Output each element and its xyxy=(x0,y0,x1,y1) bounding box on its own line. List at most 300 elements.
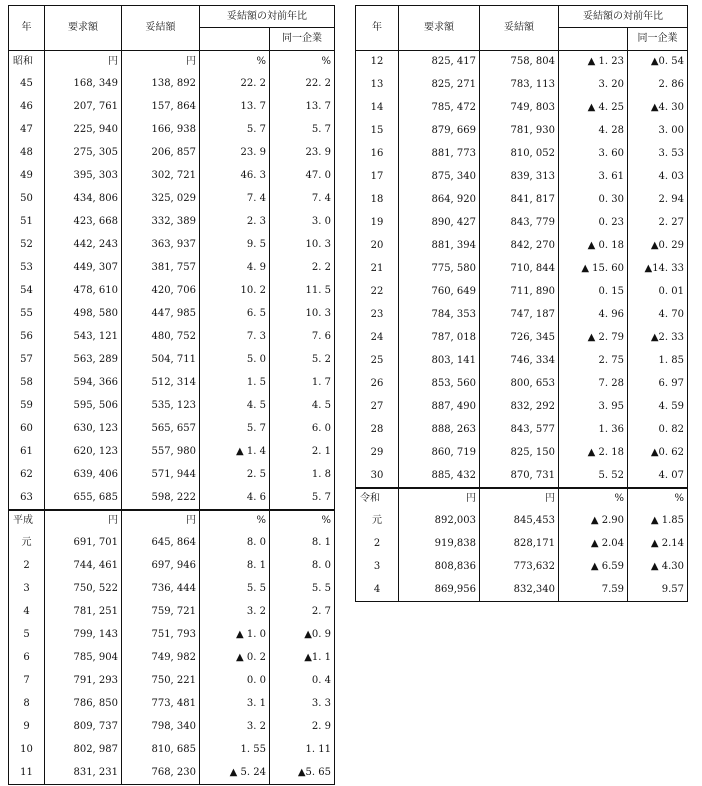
wage-table-left xyxy=(8,5,335,785)
same-company-ratio-cell: 23. 9 xyxy=(270,142,335,165)
same-company-ratio-cell: 4. 07 xyxy=(628,465,688,488)
table-row xyxy=(356,350,688,373)
settled-amount-cell: 710, 844 xyxy=(480,258,559,281)
unit-label: % xyxy=(200,51,270,73)
yoy-ratio-cell: 3. 2 xyxy=(200,716,270,739)
same-company-ratio-cell: 3. 00 xyxy=(628,120,688,143)
settled-amount-cell: 420, 706 xyxy=(122,280,200,303)
year-cell: 18 xyxy=(356,189,399,212)
yoy-ratio-cell: 0. 30 xyxy=(559,189,628,212)
yoy-ratio-cell: 4. 5 xyxy=(200,395,270,418)
settled-amount-cell: 571, 944 xyxy=(122,464,200,487)
year-cell: 19 xyxy=(356,212,399,235)
same-company-ratio-cell: ▲0. 54 xyxy=(628,51,688,74)
year-cell: 14 xyxy=(356,97,399,120)
era-unit-row xyxy=(9,51,335,73)
same-company-ratio-cell: 5. 2 xyxy=(270,349,335,372)
unit-label: 円 xyxy=(399,488,480,510)
era-label: 昭和 xyxy=(9,51,45,73)
settled-amount-cell: 768, 230 xyxy=(122,762,200,785)
table-row xyxy=(9,73,335,96)
header-year: 年 xyxy=(356,6,399,51)
yoy-ratio-cell: 7. 4 xyxy=(200,188,270,211)
era-unit-row xyxy=(9,510,335,532)
year-cell: 13 xyxy=(356,74,399,97)
yoy-ratio-cell: 1. 55 xyxy=(200,739,270,762)
table-row xyxy=(9,601,335,624)
table-row xyxy=(356,533,688,556)
request-amount-cell: 881, 394 xyxy=(399,235,480,258)
same-company-ratio-cell: ▲5. 65 xyxy=(270,762,335,785)
yoy-ratio-cell: 3. 95 xyxy=(559,396,628,419)
same-company-ratio-cell: ▲ 2.14 xyxy=(628,533,688,556)
same-company-ratio-cell: ▲ 1.85 xyxy=(628,510,688,533)
settled-amount-cell: 302, 721 xyxy=(122,165,200,188)
table-row xyxy=(9,188,335,211)
settled-amount-cell: 781, 930 xyxy=(480,120,559,143)
settled-amount-cell: 845,453 xyxy=(480,510,559,533)
yoy-ratio-cell: ▲ 15. 60 xyxy=(559,258,628,281)
settled-amount-cell: 870, 731 xyxy=(480,465,559,488)
table-row xyxy=(356,556,688,579)
year-cell: 9 xyxy=(9,716,45,739)
yoy-ratio-cell: 3. 60 xyxy=(559,143,628,166)
same-company-ratio-cell: 22. 2 xyxy=(270,73,335,96)
request-amount-cell: 809, 737 xyxy=(45,716,122,739)
same-company-ratio-cell: ▲2. 33 xyxy=(628,327,688,350)
header-yoy-ratio: 妥結額の対前年比 xyxy=(559,6,688,28)
settled-amount-cell: 810, 685 xyxy=(122,739,200,762)
settled-amount-cell: 565, 657 xyxy=(122,418,200,441)
table-row xyxy=(356,419,688,442)
settled-amount-cell: 332, 389 xyxy=(122,211,200,234)
unit-label: % xyxy=(628,488,688,510)
request-amount-cell: 892,003 xyxy=(399,510,480,533)
table-row xyxy=(356,442,688,465)
same-company-ratio-cell: 47. 0 xyxy=(270,165,335,188)
same-company-ratio-cell: 2. 27 xyxy=(628,212,688,235)
unit-label: 円 xyxy=(122,510,200,532)
table-row xyxy=(9,670,335,693)
same-company-ratio-cell: 3. 0 xyxy=(270,211,335,234)
yoy-ratio-cell: 13. 7 xyxy=(200,96,270,119)
header-yoy-blank xyxy=(559,28,628,51)
same-company-ratio-cell: 7. 4 xyxy=(270,188,335,211)
settled-amount-cell: 783, 113 xyxy=(480,74,559,97)
table-row xyxy=(9,418,335,441)
yoy-ratio-cell: 4. 96 xyxy=(559,304,628,327)
request-amount-cell: 207, 761 xyxy=(45,96,122,119)
table-row xyxy=(356,166,688,189)
request-amount-cell: 803, 141 xyxy=(399,350,480,373)
same-company-ratio-cell: 4. 70 xyxy=(628,304,688,327)
settled-amount-cell: 157, 864 xyxy=(122,96,200,119)
settled-amount-cell: 381, 757 xyxy=(122,257,200,280)
year-cell: 58 xyxy=(9,372,45,395)
yoy-ratio-cell: 1. 36 xyxy=(559,419,628,442)
request-amount-cell: 423, 668 xyxy=(45,211,122,234)
request-amount-cell: 888, 263 xyxy=(399,419,480,442)
year-cell: 48 xyxy=(9,142,45,165)
yoy-ratio-cell: ▲ 2.90 xyxy=(559,510,628,533)
table-row xyxy=(356,51,688,74)
request-amount-cell: 802, 987 xyxy=(45,739,122,762)
request-amount-cell: 785, 472 xyxy=(399,97,480,120)
yoy-ratio-cell: 5. 52 xyxy=(559,465,628,488)
request-amount-cell: 885, 432 xyxy=(399,465,480,488)
year-cell: 56 xyxy=(9,326,45,349)
year-cell: 57 xyxy=(9,349,45,372)
request-amount-cell: 434, 806 xyxy=(45,188,122,211)
settled-amount-cell: 810, 052 xyxy=(480,143,559,166)
request-amount-cell: 744, 461 xyxy=(45,555,122,578)
year-cell: 3 xyxy=(356,556,399,579)
table-row xyxy=(356,189,688,212)
unit-label: 円 xyxy=(122,51,200,73)
table-row xyxy=(356,143,688,166)
settled-amount-cell: 138, 892 xyxy=(122,73,200,96)
settled-amount-cell: 512, 314 xyxy=(122,372,200,395)
table-row xyxy=(9,303,335,326)
year-cell: 4 xyxy=(9,601,45,624)
table-row xyxy=(9,326,335,349)
yoy-ratio-cell: 7. 28 xyxy=(559,373,628,396)
yoy-ratio-cell: 0. 23 xyxy=(559,212,628,235)
table-row xyxy=(9,647,335,670)
request-amount-cell: 639, 406 xyxy=(45,464,122,487)
era-unit-row xyxy=(356,488,688,510)
yoy-ratio-cell: ▲ 0. 2 xyxy=(200,647,270,670)
settled-amount-cell: 747, 187 xyxy=(480,304,559,327)
request-amount-cell: 808,836 xyxy=(399,556,480,579)
year-cell: 53 xyxy=(9,257,45,280)
yoy-ratio-cell: ▲ 0. 18 xyxy=(559,235,628,258)
same-company-ratio-cell: 1. 7 xyxy=(270,372,335,395)
yoy-ratio-cell: 4. 9 xyxy=(200,257,270,280)
same-company-ratio-cell: 11. 5 xyxy=(270,280,335,303)
table-row xyxy=(356,120,688,143)
year-cell: 63 xyxy=(9,487,45,510)
settled-amount-cell: 447, 985 xyxy=(122,303,200,326)
same-company-ratio-cell: 1. 85 xyxy=(628,350,688,373)
yoy-ratio-cell: 3. 2 xyxy=(200,601,270,624)
settled-amount-cell: 759, 721 xyxy=(122,601,200,624)
yoy-ratio-cell: 2. 5 xyxy=(200,464,270,487)
settled-amount-cell: 697, 946 xyxy=(122,555,200,578)
same-company-ratio-cell: 3. 53 xyxy=(628,143,688,166)
table-body-left xyxy=(9,51,335,785)
table-row xyxy=(9,372,335,395)
same-company-ratio-cell: 13. 7 xyxy=(270,96,335,119)
yoy-ratio-cell: 0. 0 xyxy=(200,670,270,693)
same-company-ratio-cell: 7. 6 xyxy=(270,326,335,349)
same-company-ratio-cell: 2. 7 xyxy=(270,601,335,624)
settled-amount-cell: 480, 752 xyxy=(122,326,200,349)
same-company-ratio-cell: 10. 3 xyxy=(270,303,335,326)
settled-amount-cell: 800, 653 xyxy=(480,373,559,396)
yoy-ratio-cell: 5. 7 xyxy=(200,418,270,441)
table-row xyxy=(356,281,688,304)
same-company-ratio-cell: 0. 4 xyxy=(270,670,335,693)
settled-amount-cell: 557, 980 xyxy=(122,441,200,464)
yoy-ratio-cell: 8. 1 xyxy=(200,555,270,578)
settled-amount-cell: 504, 711 xyxy=(122,349,200,372)
yoy-ratio-cell: 9. 5 xyxy=(200,234,270,257)
same-company-ratio-cell: 1. 8 xyxy=(270,464,335,487)
request-amount-cell: 775, 580 xyxy=(399,258,480,281)
year-cell: 28 xyxy=(356,419,399,442)
settled-amount-cell: 645, 864 xyxy=(122,532,200,555)
table-row xyxy=(356,510,688,533)
settled-amount-cell: 758, 804 xyxy=(480,51,559,74)
table-row xyxy=(9,349,335,372)
year-cell: 24 xyxy=(356,327,399,350)
settled-amount-cell: 751, 793 xyxy=(122,624,200,647)
table-body-right xyxy=(356,51,688,602)
request-amount-cell: 919,838 xyxy=(399,533,480,556)
settled-amount-cell: 749, 982 xyxy=(122,647,200,670)
table-row xyxy=(9,395,335,418)
year-cell: 59 xyxy=(9,395,45,418)
same-company-ratio-cell: 8. 1 xyxy=(270,532,335,555)
same-company-ratio-cell: 4. 03 xyxy=(628,166,688,189)
request-amount-cell: 799, 143 xyxy=(45,624,122,647)
year-cell: 元 xyxy=(356,510,399,533)
unit-label: % xyxy=(270,510,335,532)
table-row xyxy=(9,532,335,555)
unit-label: 円 xyxy=(480,488,559,510)
same-company-ratio-cell: 10. 3 xyxy=(270,234,335,257)
year-cell: 47 xyxy=(9,119,45,142)
yoy-ratio-cell: ▲ 2. 18 xyxy=(559,442,628,465)
table-row xyxy=(9,280,335,303)
same-company-ratio-cell: 5. 7 xyxy=(270,487,335,510)
table-row xyxy=(9,142,335,165)
request-amount-cell: 786, 850 xyxy=(45,693,122,716)
unit-label: % xyxy=(200,510,270,532)
table-row xyxy=(9,441,335,464)
unit-label: 円 xyxy=(45,51,122,73)
table-row xyxy=(9,464,335,487)
request-amount-cell: 620, 123 xyxy=(45,441,122,464)
yoy-ratio-cell: 2. 3 xyxy=(200,211,270,234)
table-row xyxy=(356,579,688,602)
request-amount-cell: 887, 490 xyxy=(399,396,480,419)
yoy-ratio-cell: 23. 9 xyxy=(200,142,270,165)
header-same-company: 同一企業 xyxy=(628,28,688,51)
header-request-amount: 要求額 xyxy=(45,6,122,51)
request-amount-cell: 563, 289 xyxy=(45,349,122,372)
table-row xyxy=(356,258,688,281)
yoy-ratio-cell: 22. 2 xyxy=(200,73,270,96)
settled-amount-cell: 726, 345 xyxy=(480,327,559,350)
table-row xyxy=(9,119,335,142)
unit-label: % xyxy=(270,51,335,73)
table-row xyxy=(9,165,335,188)
table-row xyxy=(9,555,335,578)
same-company-ratio-cell: 3. 3 xyxy=(270,693,335,716)
settled-amount-cell: 363, 937 xyxy=(122,234,200,257)
yoy-ratio-cell: ▲ 2. 79 xyxy=(559,327,628,350)
wage-table-right xyxy=(355,5,688,602)
settled-amount-cell: 166, 938 xyxy=(122,119,200,142)
same-company-ratio-cell: ▲ 4.30 xyxy=(628,556,688,579)
yoy-ratio-cell: ▲ 4. 25 xyxy=(559,97,628,120)
table-row xyxy=(9,762,335,785)
same-company-ratio-cell: 9.57 xyxy=(628,579,688,602)
same-company-ratio-cell: 0. 82 xyxy=(628,419,688,442)
request-amount-cell: 860, 719 xyxy=(399,442,480,465)
table-row xyxy=(356,465,688,488)
request-amount-cell: 691, 701 xyxy=(45,532,122,555)
yoy-ratio-cell: 3. 20 xyxy=(559,74,628,97)
year-cell: 17 xyxy=(356,166,399,189)
table-row xyxy=(356,97,688,120)
settled-amount-cell: 749, 803 xyxy=(480,97,559,120)
settled-amount-cell: 839, 313 xyxy=(480,166,559,189)
table-row xyxy=(356,235,688,258)
year-cell: 11 xyxy=(9,762,45,785)
year-cell: 23 xyxy=(356,304,399,327)
same-company-ratio-cell: ▲1. 1 xyxy=(270,647,335,670)
yoy-ratio-cell: 4. 6 xyxy=(200,487,270,510)
request-amount-cell: 890, 427 xyxy=(399,212,480,235)
request-amount-cell: 442, 243 xyxy=(45,234,122,257)
year-cell: 54 xyxy=(9,280,45,303)
table-row xyxy=(356,74,688,97)
yoy-ratio-cell: 5. 0 xyxy=(200,349,270,372)
same-company-ratio-cell: ▲0. 62 xyxy=(628,442,688,465)
table-row xyxy=(9,693,335,716)
settled-amount-cell: 711, 890 xyxy=(480,281,559,304)
year-cell: 61 xyxy=(9,441,45,464)
yoy-ratio-cell: 1. 5 xyxy=(200,372,270,395)
yoy-ratio-cell: 3. 1 xyxy=(200,693,270,716)
year-cell: 62 xyxy=(9,464,45,487)
year-cell: 6 xyxy=(9,647,45,670)
request-amount-cell: 630, 123 xyxy=(45,418,122,441)
yoy-ratio-cell: 10. 2 xyxy=(200,280,270,303)
table-row xyxy=(356,327,688,350)
table-row xyxy=(9,487,335,510)
year-cell: 16 xyxy=(356,143,399,166)
yoy-ratio-cell: ▲ 2.04 xyxy=(559,533,628,556)
era-label: 平成 xyxy=(9,510,45,532)
settled-amount-cell: 832, 292 xyxy=(480,396,559,419)
year-cell: 45 xyxy=(9,73,45,96)
request-amount-cell: 853, 560 xyxy=(399,373,480,396)
yoy-ratio-cell: ▲ 1. 23 xyxy=(559,51,628,74)
same-company-ratio-cell: 2. 86 xyxy=(628,74,688,97)
table-row xyxy=(9,257,335,280)
year-cell: 50 xyxy=(9,188,45,211)
yoy-ratio-cell: ▲ 1. 4 xyxy=(200,441,270,464)
header-yoy-ratio: 妥結額の対前年比 xyxy=(200,6,335,28)
request-amount-cell: 831, 231 xyxy=(45,762,122,785)
request-amount-cell: 498, 580 xyxy=(45,303,122,326)
yoy-ratio-cell: 4. 28 xyxy=(559,120,628,143)
header-settled-amount: 妥結額 xyxy=(122,6,200,51)
request-amount-cell: 275, 305 xyxy=(45,142,122,165)
request-amount-cell: 881, 773 xyxy=(399,143,480,166)
settled-amount-cell: 843, 779 xyxy=(480,212,559,235)
settled-amount-cell: 535, 123 xyxy=(122,395,200,418)
request-amount-cell: 879, 669 xyxy=(399,120,480,143)
yoy-ratio-cell: 7. 3 xyxy=(200,326,270,349)
same-company-ratio-cell: 2. 9 xyxy=(270,716,335,739)
same-company-ratio-cell: 5. 7 xyxy=(270,119,335,142)
table-row xyxy=(356,396,688,419)
settled-amount-cell: 750, 221 xyxy=(122,670,200,693)
request-amount-cell: 595, 506 xyxy=(45,395,122,418)
settled-amount-cell: 842, 270 xyxy=(480,235,559,258)
same-company-ratio-cell: 2. 94 xyxy=(628,189,688,212)
table-row xyxy=(9,578,335,601)
unit-label: 円 xyxy=(45,510,122,532)
year-cell: 27 xyxy=(356,396,399,419)
request-amount-cell: 869,956 xyxy=(399,579,480,602)
same-company-ratio-cell: 2. 1 xyxy=(270,441,335,464)
era-label: 令和 xyxy=(356,488,399,510)
same-company-ratio-cell: 8. 0 xyxy=(270,555,335,578)
yoy-ratio-cell: 2. 75 xyxy=(559,350,628,373)
same-company-ratio-cell: 4. 5 xyxy=(270,395,335,418)
request-amount-cell: 449, 307 xyxy=(45,257,122,280)
year-cell: 60 xyxy=(9,418,45,441)
request-amount-cell: 760, 649 xyxy=(399,281,480,304)
year-cell: 8 xyxy=(9,693,45,716)
same-company-ratio-cell: 4. 59 xyxy=(628,396,688,419)
request-amount-cell: 395, 303 xyxy=(45,165,122,188)
request-amount-cell: 478, 610 xyxy=(45,280,122,303)
year-cell: 30 xyxy=(356,465,399,488)
yoy-ratio-cell: 46. 3 xyxy=(200,165,270,188)
yoy-ratio-cell: 5. 7 xyxy=(200,119,270,142)
same-company-ratio-cell: 1. 11 xyxy=(270,739,335,762)
year-cell: 26 xyxy=(356,373,399,396)
year-cell: 55 xyxy=(9,303,45,326)
settled-amount-cell: 206, 857 xyxy=(122,142,200,165)
request-amount-cell: 864, 920 xyxy=(399,189,480,212)
year-cell: 21 xyxy=(356,258,399,281)
year-cell: 12 xyxy=(356,51,399,74)
settled-amount-cell: 325, 029 xyxy=(122,188,200,211)
request-amount-cell: 791, 293 xyxy=(45,670,122,693)
settled-amount-cell: 843, 577 xyxy=(480,419,559,442)
year-cell: 4 xyxy=(356,579,399,602)
yoy-ratio-cell: ▲ 6.59 xyxy=(559,556,628,579)
yoy-ratio-cell: ▲ 1. 0 xyxy=(200,624,270,647)
settled-amount-cell: 773,632 xyxy=(480,556,559,579)
request-amount-cell: 825, 271 xyxy=(399,74,480,97)
request-amount-cell: 787, 018 xyxy=(399,327,480,350)
year-cell: 2 xyxy=(356,533,399,556)
year-cell: 46 xyxy=(9,96,45,119)
table-row xyxy=(356,212,688,235)
settled-amount-cell: 598, 222 xyxy=(122,487,200,510)
same-company-ratio-cell: 5. 5 xyxy=(270,578,335,601)
year-cell: 22 xyxy=(356,281,399,304)
year-cell: 15 xyxy=(356,120,399,143)
request-amount-cell: 594, 366 xyxy=(45,372,122,395)
request-amount-cell: 168, 349 xyxy=(45,73,122,96)
settled-amount-cell: 798, 340 xyxy=(122,716,200,739)
request-amount-cell: 225, 940 xyxy=(45,119,122,142)
table-row xyxy=(9,211,335,234)
request-amount-cell: 784, 353 xyxy=(399,304,480,327)
yoy-ratio-cell: 7.59 xyxy=(559,579,628,602)
table-row xyxy=(356,304,688,327)
